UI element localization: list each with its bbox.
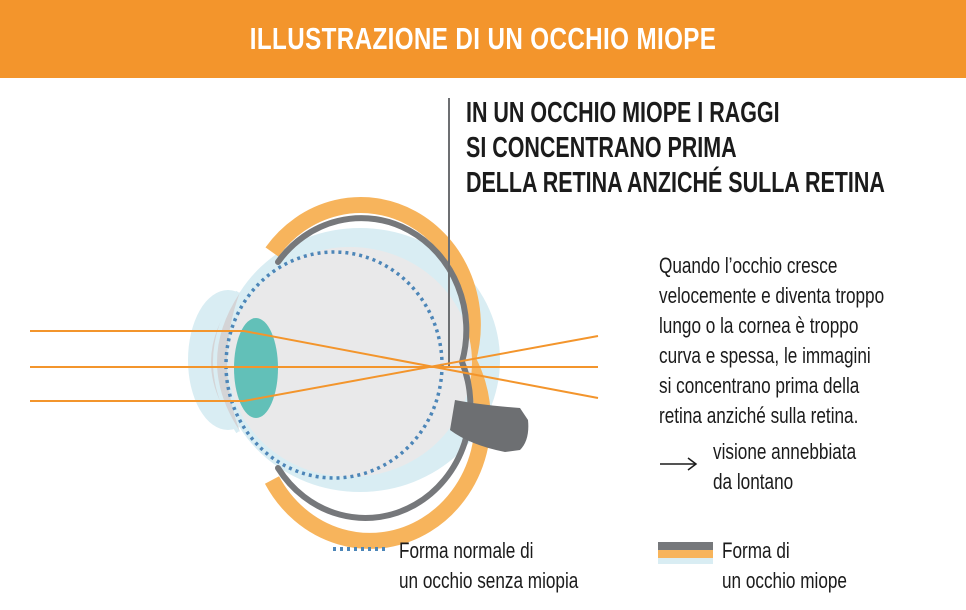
legend-normal-line: un occhio senza miopia: [399, 568, 579, 593]
description-line: si concentrano prima della: [659, 373, 860, 398]
description: [659, 251, 932, 431]
description-line: curva e spessa, le immagini: [659, 343, 871, 368]
description-line: Quando l’occhio cresce: [659, 253, 838, 278]
result-note: [713, 437, 908, 497]
legend-normal-line: Forma normale di: [399, 538, 534, 563]
result-line: visione annebbiata: [713, 439, 857, 464]
legend-myopic-line: Forma di: [722, 538, 790, 563]
description-line: retina anziché sulla retina.: [659, 403, 859, 428]
description-line: lungo o la cornea è troppo: [659, 313, 859, 338]
legend-myopic-line: un occhio miope: [722, 568, 847, 593]
headline: [466, 96, 885, 201]
headline-line: DELLA RETINA ANZICHÉ SULLA RETINA: [466, 167, 885, 199]
arrow-right-icon: [659, 454, 699, 474]
legend-myopic-swatch: [658, 542, 713, 564]
headline-line: IN UN OCCHIO MIOPE I RAGGI: [466, 97, 780, 129]
description-line: velocemente e diventa troppo: [659, 283, 885, 308]
headline-line: SI CONCENTRANO PRIMA: [466, 132, 737, 164]
legend-normal-label: [399, 536, 578, 596]
result-line: da lontano: [713, 469, 794, 494]
legend-myopic-label: [722, 536, 847, 596]
page-title: ILLUSTRAZIONE DI UN OCCHIO MIOPE: [249, 21, 717, 56]
